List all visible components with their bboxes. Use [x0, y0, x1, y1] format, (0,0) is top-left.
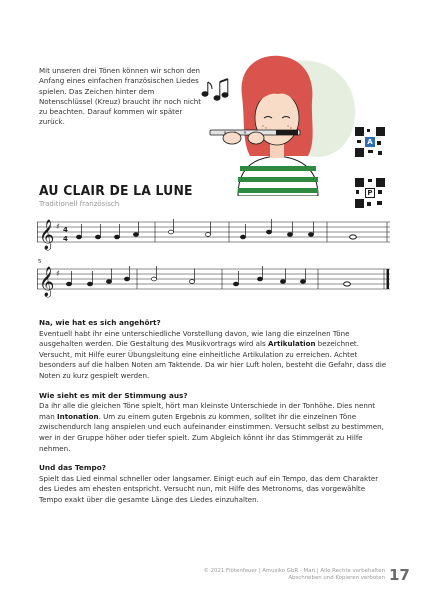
- copyright-footer: © 2021 Flötenfeuer | Amusiko GbR - Mari | Alle Rechte vorbehalten Abschreiben und Kopieren verboten: [203, 568, 385, 582]
- section-heading-intonation: Wie sieht es mit der Stimmung aus?: [39, 390, 188, 400]
- section-heading-articulation: Na, wie hat es sich angehört?: [39, 318, 161, 327]
- explanation-text: [39, 318, 389, 515]
- section-text-articulation: Eventuell habt ihr eine unterschiedliche Vorstellung davon, wie lang die einzelnen Töne ausgehalten werden. Die Gestaltung des Musikvortrags wird als Artikulation bezeichnet. Versucht, mit Hilfe eurer Übungsleitung eine einheitliche Artikulation zu erreichen. Achtet besonders auf die halben Noten am Taktende. Da wir hier Luft holen, besteht die Gefahr, dass die Noten zu kurz gespielt werden.: [39, 328, 387, 380]
- song-title: AU CLAIR DE LA LUNE: [39, 183, 193, 199]
- sharp-sign-icon: ♯: [56, 269, 60, 278]
- svg-text:4: 4: [63, 235, 68, 243]
- music-notes-icon: [202, 79, 228, 100]
- section-text-intonation: Da ihr alle die gleichen Töne spielt, hört man kleinste Unterschiede in der Tonhöhe. Dies nennt man Intonation. Um zu einem guten Ergebnis zu kommen, solltet ihr die einzelnen Töne zwischendurch lang anspielen und euch aufeinander einstimmen. Versucht selbst zu bestimmen, wer in der Gruppe höher oder tiefer spielt. Zum Abgleich könnt ihr das Stimmgerät zu Hilfe nehmen.: [39, 401, 384, 453]
- page-number: 17: [389, 566, 410, 584]
- time-signature-icon: 4: [63, 226, 68, 234]
- music-staff-line-2: [37, 259, 390, 299]
- treble-clef-icon: 𝄞: [39, 220, 55, 250]
- treble-clef-icon: 𝄞: [39, 267, 55, 297]
- qr-badge-p: P: [365, 188, 375, 198]
- qr-code-playalong[interactable]: [355, 178, 385, 208]
- section-heading-tempo: Und das Tempo?: [39, 463, 106, 473]
- flute-player-illustration: [190, 46, 365, 196]
- qr-code-audio[interactable]: [355, 127, 385, 157]
- intro-paragraph: Mit unseren drei Tönen können wir schon den Anfang eines einfachen französischen Liedes spielen. Das Zeichen hinter dem Notenschlüssel (Kreuz) braucht ihr noch nicht zu beachten. Darauf kommen wir später zurück.: [39, 66, 202, 127]
- music-staff-line-1: [37, 214, 390, 254]
- song-subtitle: Traditionell französisch: [39, 200, 120, 208]
- sharp-sign-icon: ♯: [56, 222, 60, 231]
- measure-number: 5: [38, 259, 42, 265]
- qr-badge-a: A: [365, 137, 375, 147]
- section-text-tempo: Spielt das Lied einmal schneller oder langsamer. Einigt euch auf ein Tempo, das dem Charakter des Liedes am ehesten entspricht. Versucht nun, mit Hilfe des Metronoms, das vorgewählte Tempo exakt über die gesamte Länge des Liedes einzuhalten.: [39, 473, 379, 504]
